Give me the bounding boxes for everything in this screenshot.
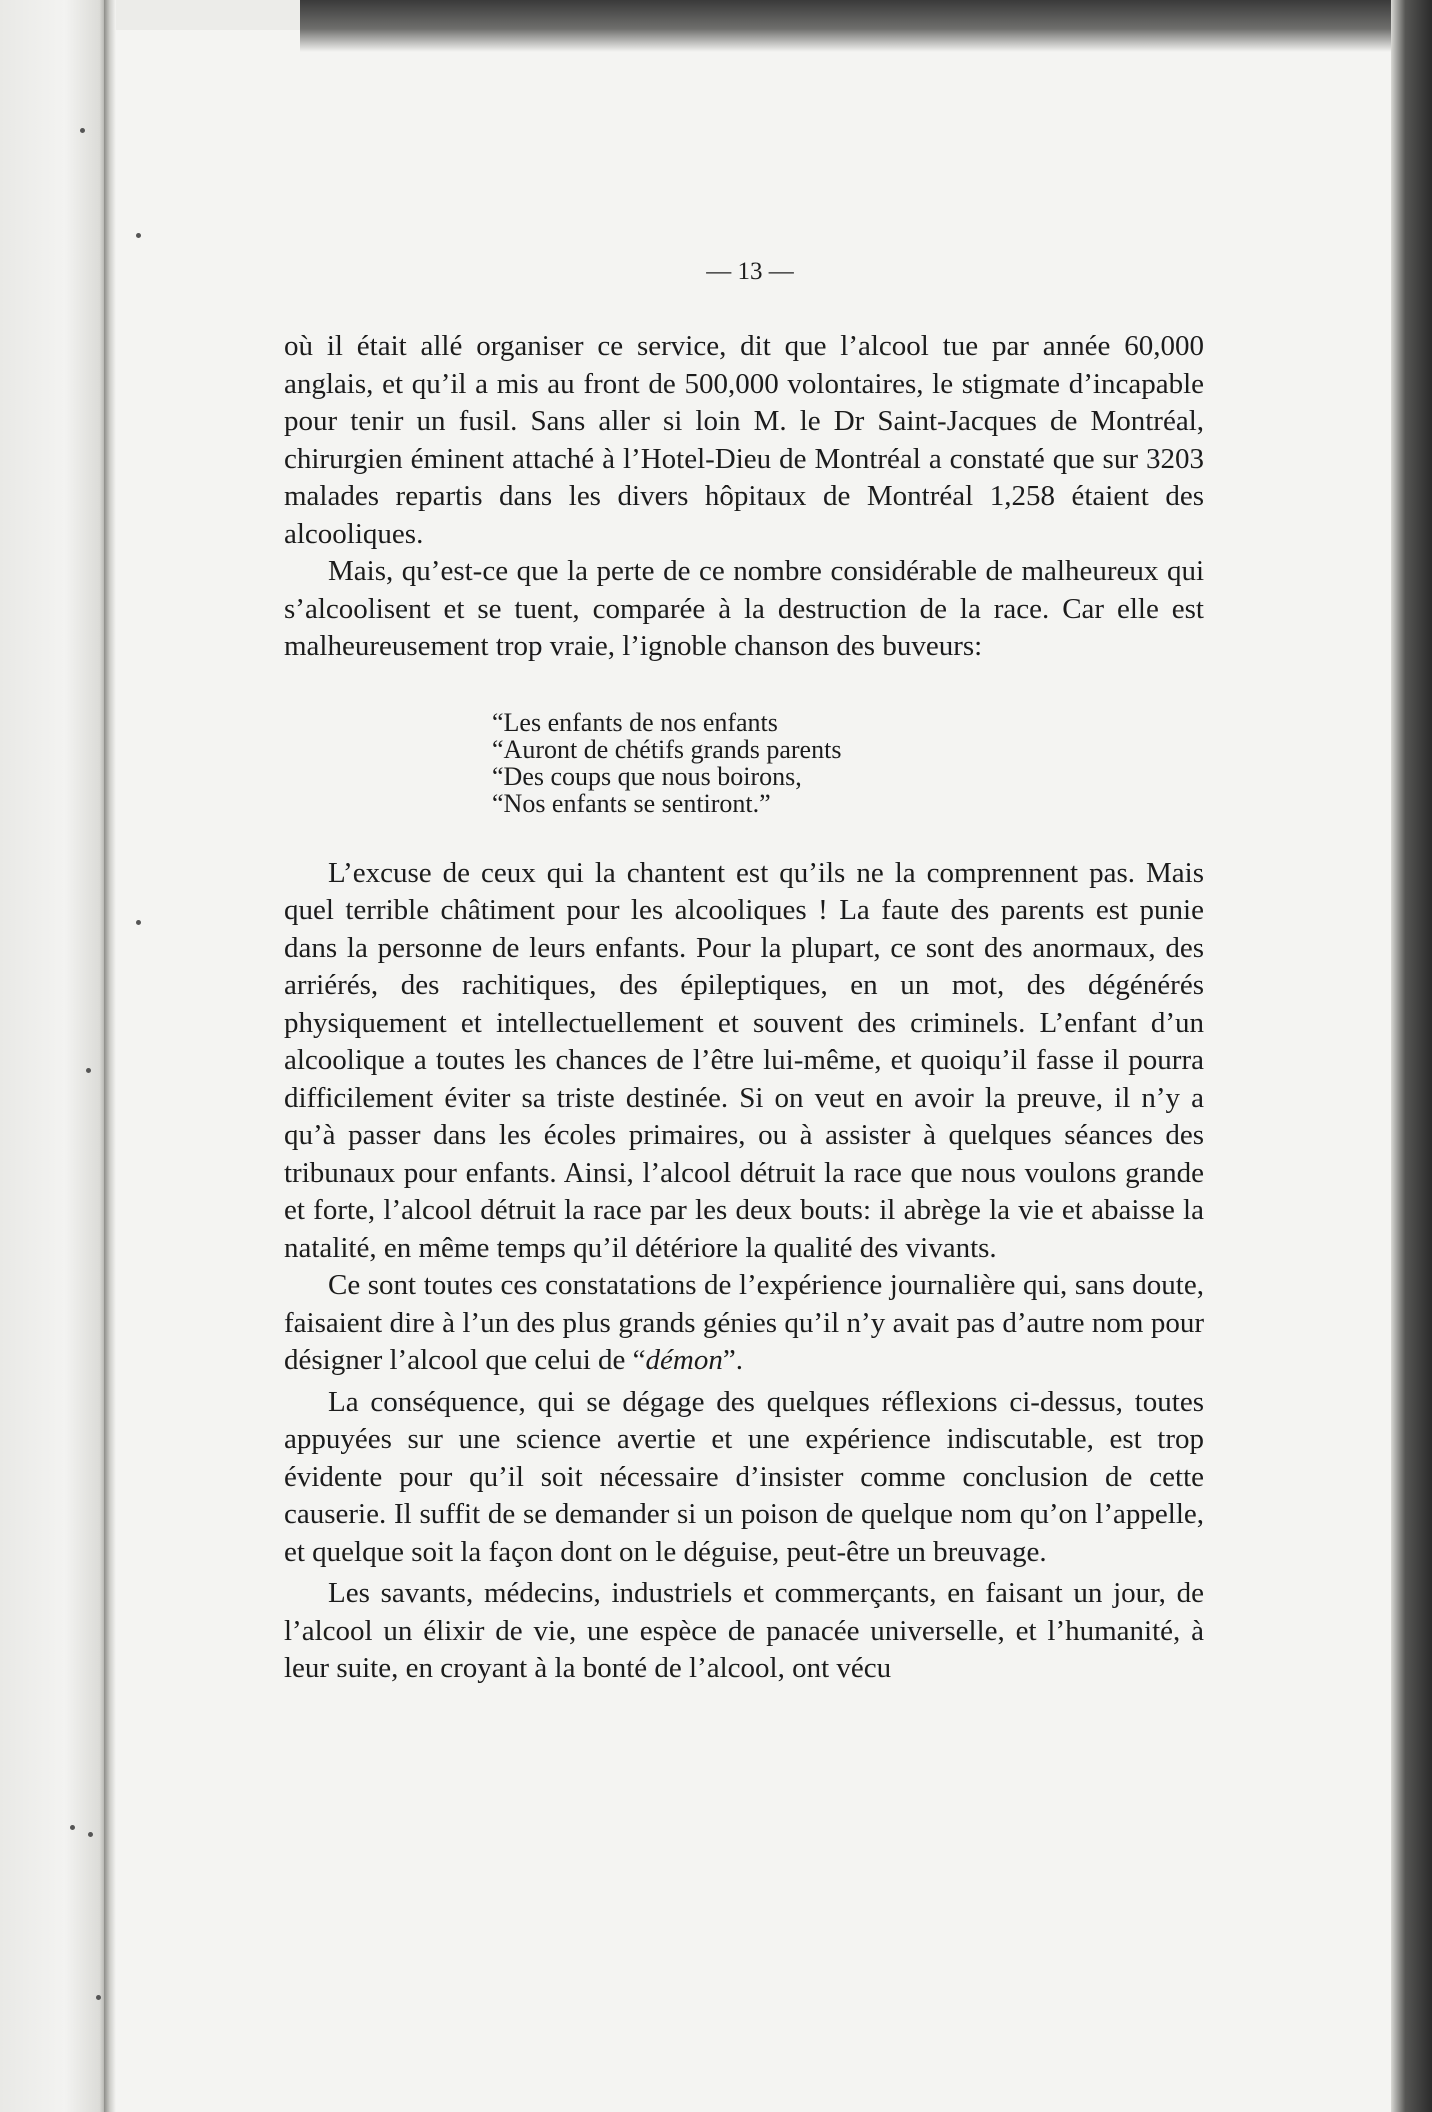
scan-speck <box>96 1995 101 2000</box>
scan-speck <box>88 1832 93 1837</box>
book-gutter <box>104 0 116 2112</box>
scan-speck <box>70 1825 75 1830</box>
paragraph-6: Les savants, médecins, industriels et commerçants, en faisant un jour, de l’alcool un élixir de vie, une espèce de panacée universelle, et l’humanité, à leur suite, en croyant à la bonté de l’alcool, ont vécu <box>284 1577 1204 1684</box>
paragraph-1: où il était allé organiser ce service, dit que l’alcool tue par année 60,000 anglais, et qu’il a mis au front de 500,000 volontaires, le stigmate d’incapable pour tenir un fusil. Sans aller si loin M. le Dr Saint-Jacques de Montréal, chirurgien éminent attaché à l’Hotel-Dieu de Montréal a constaté que sur 3203 malades repartis dans les divers hôpitaux de Montréal 1,258 étaient des alcooliques. <box>284 330 1204 550</box>
scan-speck <box>136 233 141 238</box>
right-scan-edge <box>1391 0 1432 2112</box>
verse-line-2: “Auront de chétifs grands parents <box>492 734 842 764</box>
top-scan-shadow <box>300 0 1432 52</box>
verse-line-1: “Les enfants de nos enfants <box>492 707 778 737</box>
paragraph-4-end: ”. <box>722 1344 743 1376</box>
paragraph-2: Mais, qu’est-ce que la perte de ce nombre considérable de malheureux qui s’alcoolisent et se tuent, comparée à la destruction de la race. Car elle est malheureusement trop vraie, l’ignoble chanson des buveurs: <box>284 555 1204 662</box>
paragraph-4-italic: démon <box>645 1344 723 1376</box>
page-number: — 13 — <box>706 258 794 285</box>
verse-quote <box>492 709 1204 817</box>
left-page-edge <box>0 0 108 2112</box>
verse-line-3: “Des coups que nous boirons, <box>492 761 802 791</box>
paragraph-4 <box>284 1267 1204 1380</box>
scan-speck <box>86 1068 91 1073</box>
scan-speck <box>136 920 141 925</box>
paragraph-4-text: Ce sont toutes ces constatations de l’expérience journalière qui, sans doute, faisaient dire à l’un des plus grands génies qu’il n’y avait pas d’autre nom pour désigner l’alcool que celui de “ <box>284 1269 1204 1376</box>
paragraph-3: L’excuse de ceux qui la chantent est qu’ils ne la comprennent pas. Mais quel terrible châtiment pour les alcooliques ! La faute des parents est punie dans la personne de leurs enfants. Pour la plupart, ce sont des anormaux, des arriérés, des rachitiques, des épileptiques, en un mot, des dégénérés physiquement et intellectuellement et souvent des criminels. L’enfant d’un alcoolique a toutes les chances de l’être lui-même, et quoiqu’il fasse il pourra difficilement éviter sa triste destinée. Si on veut en avoir la preuve, il n’y a qu’à passer dans les écoles primaires, ou à assister à quelques séances des tribunaux pour enfants. Ainsi, l’alcool détruit la race que nous voulons grande et forte, l’alcool détruit la race par les deux bouts: il abrège la vie et abaisse la natalité, en même temps qu’il détériore la qualité des vivants. <box>284 856 1204 1264</box>
verse-line-4: “Nos enfants se sentiront.” <box>492 788 771 818</box>
scan-speck <box>80 128 85 133</box>
page-body <box>284 328 1204 1688</box>
paragraph-5: La conséquence, qui se dégage des quelques réflexions ci-dessus, toutes appuyées sur une science avertie et une expérience indiscutable, est trop évidente pour qu’il soit nécessaire d’insister comme conclusion de cette causerie. Il suffit de se demander si un poison de quelque nom qu’on l’appelle, et quelque soit la façon dont on le déguise, peut-être un breuvage. <box>284 1385 1204 1568</box>
